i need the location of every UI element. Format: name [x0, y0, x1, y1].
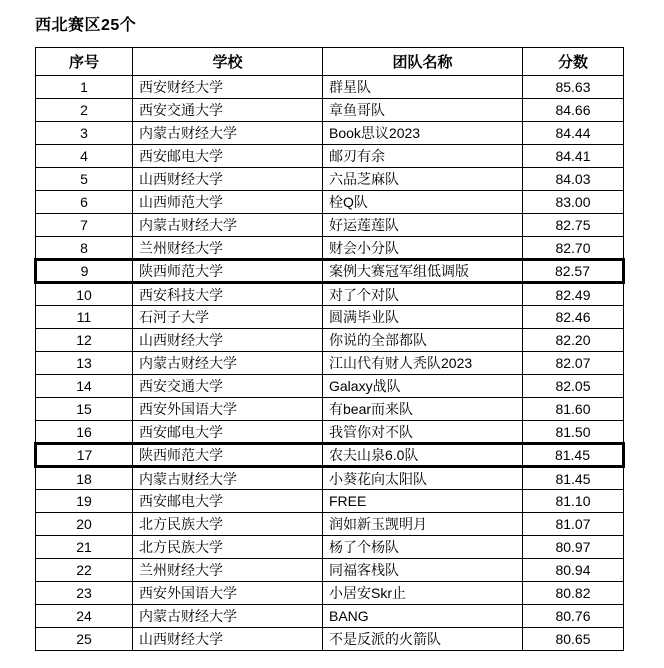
- cell-school: 西安外国语大学: [133, 398, 323, 421]
- table-row: [36, 582, 624, 605]
- cell-team: 章鱼哥队: [323, 99, 523, 122]
- cell-rank: 21: [36, 536, 133, 559]
- cell-score: 83.00: [523, 191, 624, 214]
- cell-rank: 14: [36, 375, 133, 398]
- cell-school: 西安邮电大学: [133, 421, 323, 444]
- header-team: 团队名称: [323, 48, 523, 76]
- cell-school: 内蒙古财经大学: [133, 605, 323, 628]
- cell-score: 84.03: [523, 168, 624, 191]
- cell-score: 82.75: [523, 214, 624, 237]
- cell-score: 80.82: [523, 582, 624, 605]
- cell-score: 80.76: [523, 605, 624, 628]
- table-row: [36, 99, 624, 122]
- table-row: [36, 214, 624, 237]
- cell-school: 内蒙古财经大学: [133, 214, 323, 237]
- table-row: [36, 490, 624, 513]
- cell-rank: 22: [36, 559, 133, 582]
- cell-rank: 18: [36, 467, 133, 490]
- cell-score: 81.60: [523, 398, 624, 421]
- table-row: [36, 306, 624, 329]
- table-row: [36, 559, 624, 582]
- table-row: [36, 398, 624, 421]
- table-row: [36, 191, 624, 214]
- cell-score: 82.57: [523, 260, 624, 283]
- cell-score: 81.50: [523, 421, 624, 444]
- cell-school: 北方民族大学: [133, 513, 323, 536]
- header-rank: 序号: [36, 48, 133, 76]
- cell-school: 内蒙古财经大学: [133, 467, 323, 490]
- table-row: [36, 237, 624, 260]
- cell-team: 我管你对不队: [323, 421, 523, 444]
- cell-school: 陕西师范大学: [133, 444, 323, 467]
- table-row: [36, 536, 624, 559]
- cell-school: 西安交通大学: [133, 99, 323, 122]
- cell-score: 80.65: [523, 628, 624, 651]
- cell-score: 82.46: [523, 306, 624, 329]
- cell-score: 84.44: [523, 122, 624, 145]
- cell-score: 81.45: [523, 444, 624, 467]
- cell-team: 小居安Skr止: [323, 582, 523, 605]
- cell-score: 82.70: [523, 237, 624, 260]
- table-row: [36, 628, 624, 651]
- table-row: [36, 421, 624, 444]
- cell-rank: 6: [36, 191, 133, 214]
- table-body: [36, 76, 624, 651]
- cell-team: 同福客栈队: [323, 559, 523, 582]
- cell-team: 案例大赛冠军组低调版: [323, 260, 523, 283]
- cell-team: 有bear而来队: [323, 398, 523, 421]
- cell-school: 西安财经大学: [133, 76, 323, 99]
- cell-rank: 5: [36, 168, 133, 191]
- cell-school: 兰州财经大学: [133, 237, 323, 260]
- table-row: [36, 76, 624, 99]
- cell-school: 山西财经大学: [133, 168, 323, 191]
- cell-school: 西安科技大学: [133, 283, 323, 306]
- cell-score: 82.49: [523, 283, 624, 306]
- cell-score: 82.05: [523, 375, 624, 398]
- cell-school: 西安外国语大学: [133, 582, 323, 605]
- header-row: [36, 48, 624, 76]
- cell-rank: 1: [36, 76, 133, 99]
- cell-team: 杨了个杨队: [323, 536, 523, 559]
- cell-rank: 10: [36, 283, 133, 306]
- cell-score: 81.10: [523, 490, 624, 513]
- table-row: [36, 329, 624, 352]
- header-score: 分数: [523, 48, 624, 76]
- cell-team: 江山代有财人秃队2023: [323, 352, 523, 375]
- table-row: [36, 168, 624, 191]
- cell-school: 内蒙古财经大学: [133, 122, 323, 145]
- table-row: [36, 352, 624, 375]
- cell-rank: 4: [36, 145, 133, 168]
- cell-team: 你说的全部都队: [323, 329, 523, 352]
- cell-score: 84.66: [523, 99, 624, 122]
- cell-school: 内蒙古财经大学: [133, 352, 323, 375]
- cell-school: 陕西师范大学: [133, 260, 323, 283]
- cell-rank: 23: [36, 582, 133, 605]
- cell-rank: 19: [36, 490, 133, 513]
- table-row: [36, 375, 624, 398]
- cell-school: 北方民族大学: [133, 536, 323, 559]
- cell-team: 不是反派的火箭队: [323, 628, 523, 651]
- cell-team: 财会小分队: [323, 237, 523, 260]
- cell-team: 六品芝麻队: [323, 168, 523, 191]
- cell-rank: 12: [36, 329, 133, 352]
- cell-team: Book思议2023: [323, 122, 523, 145]
- cell-rank: 13: [36, 352, 133, 375]
- cell-team: 对了个对队: [323, 283, 523, 306]
- cell-team: FREE: [323, 490, 523, 513]
- table-row: [36, 283, 624, 306]
- cell-school: 西安邮电大学: [133, 145, 323, 168]
- cell-rank: 20: [36, 513, 133, 536]
- cell-rank: 16: [36, 421, 133, 444]
- cell-school: 石河子大学: [133, 306, 323, 329]
- cell-team: 小葵花向太阳队: [323, 467, 523, 490]
- table-row: [36, 605, 624, 628]
- table-row: [36, 513, 624, 536]
- cell-school: 西安交通大学: [133, 375, 323, 398]
- cell-school: 山西财经大学: [133, 628, 323, 651]
- cell-score: 80.94: [523, 559, 624, 582]
- cell-rank: 15: [36, 398, 133, 421]
- cell-rank: 8: [36, 237, 133, 260]
- cell-team: 邮刃有余: [323, 145, 523, 168]
- cell-rank: 7: [36, 214, 133, 237]
- cell-team: 群星队: [323, 76, 523, 99]
- cell-team: BANG: [323, 605, 523, 628]
- ranking-table: [34, 47, 625, 651]
- cell-team: Galaxy战队: [323, 375, 523, 398]
- cell-score: 85.63: [523, 76, 624, 99]
- cell-school: 山西财经大学: [133, 329, 323, 352]
- page-title: 西北赛区25个: [35, 17, 137, 34]
- cell-score: 81.45: [523, 467, 624, 490]
- cell-rank: 17: [36, 444, 133, 467]
- cell-score: 82.20: [523, 329, 624, 352]
- table-row: [36, 467, 624, 490]
- table-row: [36, 122, 624, 145]
- cell-school: 山西师范大学: [133, 191, 323, 214]
- cell-school: 兰州财经大学: [133, 559, 323, 582]
- cell-rank: 3: [36, 122, 133, 145]
- table-row-highlighted: [36, 260, 624, 283]
- cell-rank: 24: [36, 605, 133, 628]
- cell-team: 润如新玉觊明月: [323, 513, 523, 536]
- cell-score: 84.41: [523, 145, 624, 168]
- cell-team: 栓Q队: [323, 191, 523, 214]
- cell-rank: 11: [36, 306, 133, 329]
- cell-school: 西安邮电大学: [133, 490, 323, 513]
- table-row-highlighted: [36, 444, 624, 467]
- cell-rank: 25: [36, 628, 133, 651]
- cell-score: 82.07: [523, 352, 624, 375]
- cell-team: 农夫山泉6.0队: [323, 444, 523, 467]
- cell-team: 好运莲莲队: [323, 214, 523, 237]
- table-row: [36, 145, 624, 168]
- header-school: 学校: [133, 48, 323, 76]
- cell-rank: 2: [36, 99, 133, 122]
- cell-score: 80.97: [523, 536, 624, 559]
- cell-rank: 9: [36, 260, 133, 283]
- cell-score: 81.07: [523, 513, 624, 536]
- cell-team: 圆满毕业队: [323, 306, 523, 329]
